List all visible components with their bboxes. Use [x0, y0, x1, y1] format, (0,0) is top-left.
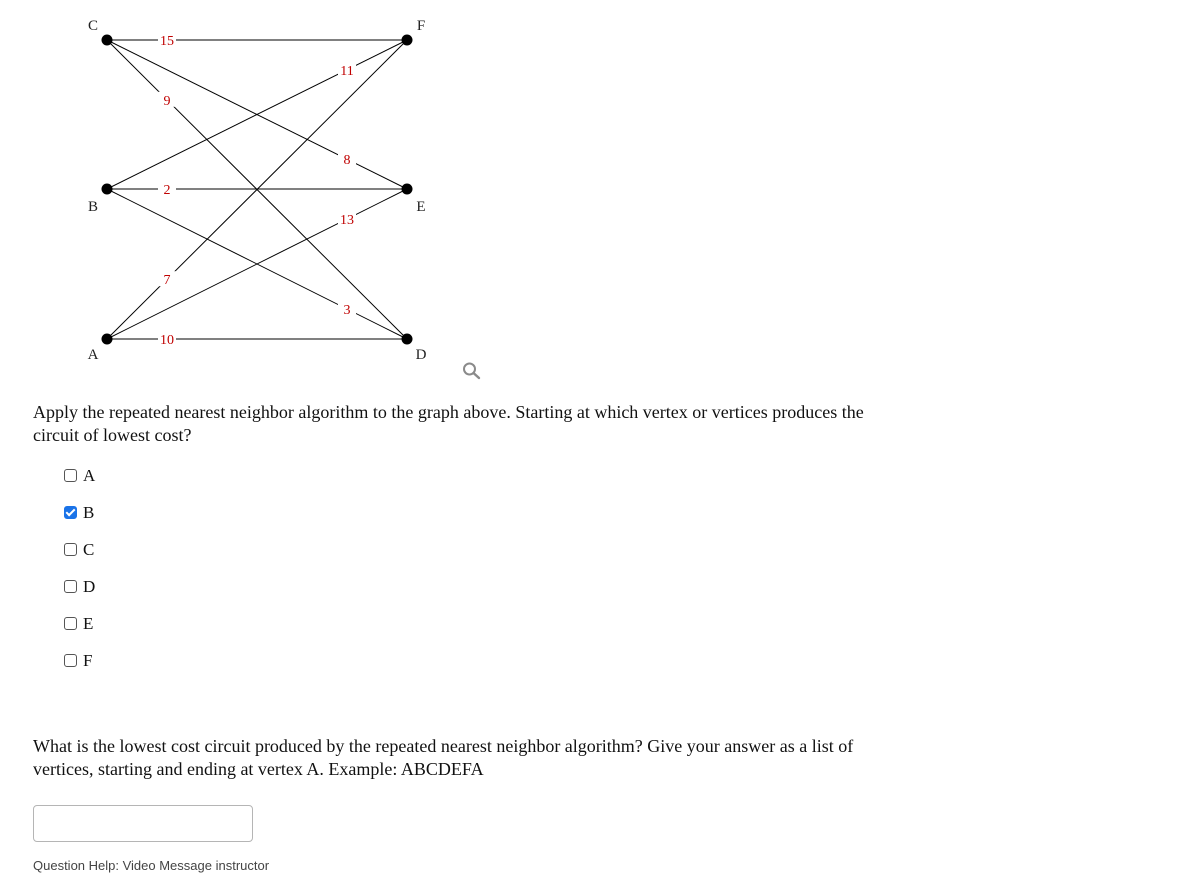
choice-b[interactable] — [62, 494, 95, 531]
choice-e[interactable] — [62, 605, 95, 642]
checkbox-b[interactable] — [64, 506, 77, 519]
weight-ad: 10 — [160, 333, 174, 348]
graph-edges — [107, 40, 407, 339]
checkbox-f[interactable] — [64, 654, 77, 667]
vertex-label-a: A — [87, 347, 99, 363]
weight-bf: 11 — [340, 63, 354, 79]
choice-a[interactable] — [62, 457, 95, 494]
checkbox-c[interactable] — [64, 543, 77, 556]
answer-input[interactable] — [33, 805, 253, 842]
vertex-b — [102, 184, 113, 195]
choice-label-e: E — [83, 613, 94, 633]
vertex-label-f: F — [416, 18, 426, 34]
weight-ce: 8 — [343, 153, 351, 169]
question-2-text: What is the lowest cost circuit produced by the repeated nearest neighbor algorithm? Give your answer as a list of vertices, starting and ending at vertex A. Example: ABCDEFA — [33, 736, 854, 779]
vertex-c — [102, 35, 113, 46]
checkbox-a[interactable] — [64, 469, 77, 482]
checkbox-e[interactable] — [64, 617, 77, 630]
vertex-label-b: B — [87, 199, 99, 215]
vertex-label-e: E — [416, 199, 426, 215]
vertex-choices — [62, 457, 95, 679]
graph-vertices — [88, 18, 427, 363]
choice-label-d: D — [83, 576, 96, 596]
choice-c[interactable] — [62, 531, 95, 568]
weight-af: 7 — [163, 273, 171, 289]
vertex-a — [102, 334, 113, 345]
checkbox-d[interactable] — [64, 580, 77, 593]
choice-label-c: C — [83, 539, 95, 559]
weight-ae: 13 — [340, 213, 354, 228]
choice-label-b: B — [83, 502, 95, 522]
weight-bd: 3 — [343, 303, 351, 318]
choice-d[interactable] — [62, 568, 95, 605]
weight-cf: 15 — [160, 34, 174, 49]
choice-f[interactable] — [62, 642, 95, 679]
question-help-bar[interactable]: Question Help: Video Message instructor — [33, 858, 270, 873]
weight-cd: 9 — [163, 93, 171, 109]
vertex-label-c: C — [87, 18, 99, 34]
magnifier-icon[interactable] — [461, 361, 483, 381]
vertex-e — [402, 184, 413, 195]
choice-label-a: A — [83, 465, 96, 485]
weighted-graph — [0, 0, 520, 380]
question-1-text: Apply the repeated nearest neighbor algorithm to the graph above. Starting at which vertex or vertices produces the circuit of lowest cost? — [33, 402, 864, 445]
vertex-f — [402, 35, 413, 46]
choice-label-f: F — [83, 650, 93, 670]
weight-be: 2 — [163, 183, 171, 198]
vertex-d — [402, 334, 413, 345]
vertex-label-d: D — [415, 347, 427, 363]
